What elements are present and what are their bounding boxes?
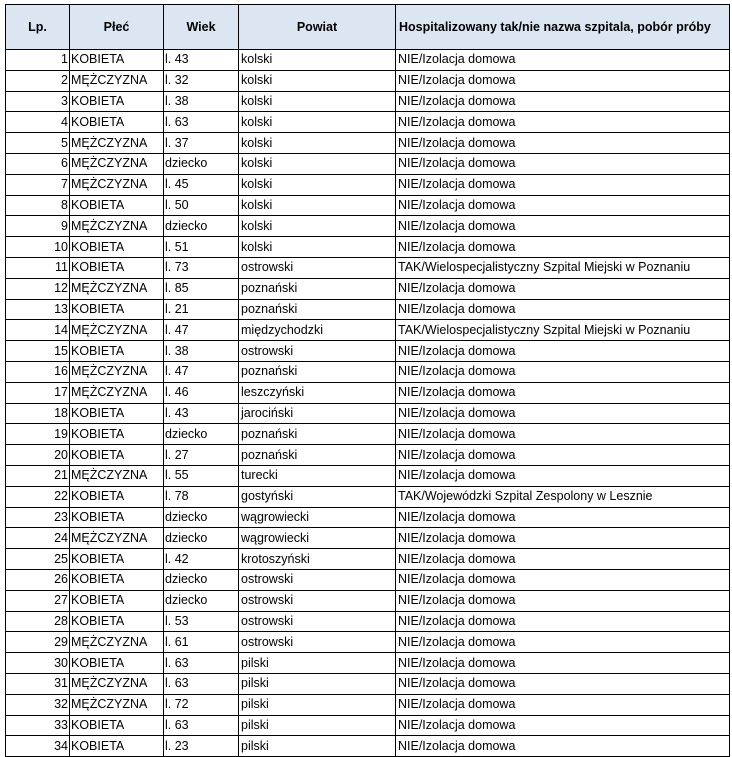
table-row [6,465,730,486]
table-row [6,569,730,590]
cell-wiek[interactable]: dziecko [164,424,239,445]
cell-wiek[interactable]: l. 63 [164,673,239,694]
table-row [6,424,730,445]
cell-powiat[interactable]: poznański [239,445,396,466]
cell-hospitalizacja[interactable]: NIE/Izolacja domowa [396,91,730,112]
cell-wiek[interactable]: dziecko [164,507,239,528]
cell-wiek[interactable]: l. 78 [164,486,239,507]
table-row [6,715,730,736]
cases-table [5,4,730,757]
header-powiat[interactable]: Powiat [239,5,396,50]
table-row [6,507,730,528]
cell-hospitalizacja[interactable]: TAK/Wielospecjalistyczny Szpital Miejski w Poznaniu [396,320,730,341]
header-lp[interactable]: Lp. [6,5,70,50]
cell-plec[interactable]: KOBIETA [70,112,164,133]
cell-plec[interactable]: MĘŻCZYZNA [70,361,164,382]
cell-wiek[interactable]: l. 50 [164,195,239,216]
table-row [6,694,730,715]
cell-lp[interactable]: 29 [6,632,70,653]
table-row [6,486,730,507]
cell-plec[interactable]: KOBIETA [70,257,164,278]
cell-powiat[interactable]: ostrowski [239,611,396,632]
cell-hospitalizacja[interactable]: NIE/Izolacja domowa [396,528,730,549]
cell-wiek[interactable]: l. 72 [164,694,239,715]
cell-wiek[interactable]: l. 23 [164,736,239,757]
cell-wiek[interactable]: dziecko [164,216,239,237]
cell-wiek[interactable]: l. 47 [164,361,239,382]
cell-plec[interactable]: KOBIETA [70,715,164,736]
table-row [6,299,730,320]
cell-lp[interactable]: 27 [6,590,70,611]
cell-wiek[interactable]: l. 43 [164,403,239,424]
cell-lp[interactable]: 12 [6,278,70,299]
cell-wiek[interactable]: l. 63 [164,112,239,133]
cell-wiek[interactable]: l. 32 [164,70,239,91]
table-row [6,320,730,341]
cell-hospitalizacja[interactable]: NIE/Izolacja domowa [396,70,730,91]
cell-lp[interactable]: 10 [6,237,70,258]
cell-powiat[interactable]: kolski [239,153,396,174]
cell-hospitalizacja[interactable]: NIE/Izolacja domowa [396,133,730,154]
cell-powiat[interactable]: wągrowiecki [239,528,396,549]
table-row [6,611,730,632]
cell-plec[interactable]: KOBIETA [70,237,164,258]
cell-plec[interactable]: KOBIETA [70,341,164,362]
cell-powiat[interactable]: międzychodzki [239,320,396,341]
cell-powiat[interactable]: poznański [239,278,396,299]
cell-powiat[interactable]: kolski [239,216,396,237]
cell-powiat[interactable]: kolski [239,50,396,71]
cell-powiat[interactable]: leszczyński [239,382,396,403]
cell-wiek[interactable]: l. 61 [164,632,239,653]
cell-powiat[interactable]: ostrowski [239,632,396,653]
cell-lp[interactable]: 4 [6,112,70,133]
table-row [6,278,730,299]
cell-powiat[interactable]: kolski [239,133,396,154]
cell-wiek[interactable]: dziecko [164,528,239,549]
cell-plec[interactable]: MĘŻCZYZNA [70,632,164,653]
cell-plec[interactable]: KOBIETA [70,569,164,590]
cell-lp[interactable]: 30 [6,653,70,674]
cell-plec[interactable]: MĘŻCZYZNA [70,465,164,486]
spreadsheet [5,4,729,757]
table-row [6,361,730,382]
cell-plec[interactable]: KOBIETA [70,445,164,466]
cell-hospitalizacja[interactable]: NIE/Izolacja domowa [396,445,730,466]
cell-wiek[interactable]: l. 42 [164,549,239,570]
cell-plec[interactable]: KOBIETA [70,195,164,216]
cell-plec[interactable]: MĘŻCZYZNA [70,133,164,154]
table-row [6,50,730,71]
table-row [6,673,730,694]
cell-powiat[interactable]: gostyński [239,486,396,507]
cell-lp[interactable]: 31 [6,673,70,694]
cell-powiat[interactable]: ostrowski [239,590,396,611]
table-row [6,133,730,154]
cell-powiat[interactable]: kolski [239,174,396,195]
cell-lp[interactable]: 2 [6,70,70,91]
cell-powiat[interactable]: kolski [239,112,396,133]
cell-plec[interactable]: KOBIETA [70,736,164,757]
table-row [6,653,730,674]
cell-lp[interactable]: 34 [6,736,70,757]
cell-wiek[interactable]: l. 45 [164,174,239,195]
cell-plec[interactable]: KOBIETA [70,486,164,507]
cell-lp[interactable]: 9 [6,216,70,237]
cell-hospitalizacja[interactable]: NIE/Izolacja domowa [396,382,730,403]
cell-wiek[interactable]: l. 53 [164,611,239,632]
cell-wiek[interactable]: l. 47 [164,320,239,341]
cell-plec[interactable]: MĘŻCZYZNA [70,174,164,195]
cell-lp[interactable]: 5 [6,133,70,154]
cell-hospitalizacja[interactable]: NIE/Izolacja domowa [396,507,730,528]
cell-lp[interactable]: 15 [6,341,70,362]
cell-wiek[interactable]: dziecko [164,569,239,590]
cell-plec[interactable]: KOBIETA [70,611,164,632]
cell-lp[interactable]: 8 [6,195,70,216]
cell-lp[interactable]: 3 [6,91,70,112]
table-row [6,174,730,195]
cell-wiek[interactable]: l. 63 [164,653,239,674]
cell-lp[interactable]: 19 [6,424,70,445]
cell-hospitalizacja[interactable]: NIE/Izolacja domowa [396,153,730,174]
table-row [6,403,730,424]
cell-lp[interactable]: 21 [6,465,70,486]
cell-hospitalizacja[interactable]: NIE/Izolacja domowa [396,237,730,258]
cell-plec[interactable]: KOBIETA [70,549,164,570]
cell-hospitalizacja[interactable]: NIE/Izolacja domowa [396,715,730,736]
cell-hospitalizacja[interactable]: NIE/Izolacja domowa [396,549,730,570]
cell-wiek[interactable]: l. 85 [164,278,239,299]
cell-plec[interactable]: MĘŻCZYZNA [70,528,164,549]
table-body [6,50,730,757]
table-row [6,528,730,549]
cell-hospitalizacja[interactable]: TAK/Wielospecjalistyczny Szpital Miejski w Poznaniu [396,257,730,278]
table-row [6,216,730,237]
cell-powiat[interactable]: wągrowiecki [239,507,396,528]
cell-wiek[interactable]: l. 63 [164,715,239,736]
header-hospitalizacja[interactable]: Hospitalizowany tak/nie nazwa szpitala, pobór próby [396,5,730,50]
cell-wiek[interactable]: l. 38 [164,91,239,112]
cell-lp[interactable]: 1 [6,50,70,71]
cell-powiat[interactable]: ostrowski [239,569,396,590]
cell-powiat[interactable]: ostrowski [239,341,396,362]
cell-lp[interactable]: 26 [6,569,70,590]
cell-lp[interactable]: 24 [6,528,70,549]
cell-hospitalizacja[interactable]: NIE/Izolacja domowa [396,673,730,694]
cell-hospitalizacja[interactable]: NIE/Izolacja domowa [396,50,730,71]
cell-powiat[interactable]: kolski [239,237,396,258]
cell-plec[interactable]: MĘŻCZYZNA [70,70,164,91]
cell-hospitalizacja[interactable]: NIE/Izolacja domowa [396,195,730,216]
header-plec[interactable]: Płeć [70,5,164,50]
cell-lp[interactable]: 32 [6,694,70,715]
cell-wiek[interactable]: l. 21 [164,299,239,320]
cell-powiat[interactable]: kolski [239,91,396,112]
table-row [6,112,730,133]
cell-powiat[interactable]: kolski [239,195,396,216]
cell-powiat[interactable]: turecki [239,465,396,486]
cell-hospitalizacja[interactable]: NIE/Izolacja domowa [396,653,730,674]
cell-lp[interactable]: 33 [6,715,70,736]
cell-hospitalizacja[interactable]: NIE/Izolacja domowa [396,465,730,486]
header-wiek[interactable]: Wiek [164,5,239,50]
cell-lp[interactable]: 18 [6,403,70,424]
cell-hospitalizacja[interactable]: NIE/Izolacja domowa [396,569,730,590]
cell-wiek[interactable]: l. 43 [164,50,239,71]
cell-plec[interactable]: MĘŻCZYZNA [70,216,164,237]
cell-hospitalizacja[interactable]: NIE/Izolacja domowa [396,611,730,632]
cell-plec[interactable]: KOBIETA [70,590,164,611]
cell-lp[interactable]: 28 [6,611,70,632]
cell-hospitalizacja[interactable]: NIE/Izolacja domowa [396,590,730,611]
cell-plec[interactable]: MĘŻCZYZNA [70,673,164,694]
cell-powiat[interactable]: kolski [239,70,396,91]
cell-wiek[interactable]: l. 38 [164,341,239,362]
cell-wiek[interactable]: l. 55 [164,465,239,486]
cell-lp[interactable]: 6 [6,153,70,174]
cell-powiat[interactable]: pilski [239,736,396,757]
cell-powiat[interactable]: pilski [239,653,396,674]
table-row [6,341,730,362]
table-row [6,549,730,570]
cell-lp[interactable]: 11 [6,257,70,278]
cell-lp[interactable]: 20 [6,445,70,466]
cell-hospitalizacja[interactable]: NIE/Izolacja domowa [396,341,730,362]
cell-hospitalizacja[interactable]: NIE/Izolacja domowa [396,632,730,653]
cell-plec[interactable]: KOBIETA [70,507,164,528]
cell-plec[interactable]: MĘŻCZYZNA [70,320,164,341]
table-row [6,257,730,278]
cell-powiat[interactable]: pilski [239,694,396,715]
table-row [6,590,730,611]
cell-hospitalizacja[interactable]: NIE/Izolacja domowa [396,424,730,445]
cell-hospitalizacja[interactable]: NIE/Izolacja domowa [396,361,730,382]
table-row [6,195,730,216]
cell-plec[interactable]: KOBIETA [70,424,164,445]
cell-powiat[interactable]: poznański [239,361,396,382]
cell-wiek[interactable]: l. 51 [164,237,239,258]
cell-powiat[interactable]: pilski [239,673,396,694]
cell-wiek[interactable]: l. 27 [164,445,239,466]
cell-plec[interactable]: KOBIETA [70,91,164,112]
cell-plec[interactable]: KOBIETA [70,653,164,674]
cell-hospitalizacja[interactable]: NIE/Izolacja domowa [396,736,730,757]
cell-powiat[interactable]: jarociński [239,403,396,424]
cell-hospitalizacja[interactable]: NIE/Izolacja domowa [396,216,730,237]
cell-hospitalizacja[interactable]: NIE/Izolacja domowa [396,174,730,195]
cell-hospitalizacja[interactable]: NIE/Izolacja domowa [396,278,730,299]
cell-lp[interactable]: 7 [6,174,70,195]
cell-powiat[interactable]: pilski [239,715,396,736]
cell-hospitalizacja[interactable]: NIE/Izolacja domowa [396,299,730,320]
cell-lp[interactable]: 25 [6,549,70,570]
cell-hospitalizacja[interactable]: NIE/Izolacja domowa [396,694,730,715]
cell-wiek[interactable]: l. 46 [164,382,239,403]
cell-hospitalizacja[interactable]: TAK/Wojewódzki Szpital Zespolony w Lesznie [396,486,730,507]
cell-wiek[interactable]: l. 73 [164,257,239,278]
table-row [6,237,730,258]
cell-lp[interactable]: 22 [6,486,70,507]
cell-powiat[interactable]: krotoszyński [239,549,396,570]
table-row [6,445,730,466]
cell-plec[interactable]: KOBIETA [70,299,164,320]
table-row [6,632,730,653]
cell-plec[interactable]: MĘŻCZYZNA [70,382,164,403]
cell-lp[interactable]: 16 [6,361,70,382]
cell-wiek[interactable]: dziecko [164,153,239,174]
table-row [6,70,730,91]
cell-hospitalizacja[interactable]: NIE/Izolacja domowa [396,112,730,133]
cell-hospitalizacja[interactable]: NIE/Izolacja domowa [396,403,730,424]
header-row [6,5,730,50]
cell-wiek[interactable]: dziecko [164,590,239,611]
cell-lp[interactable]: 13 [6,299,70,320]
cell-powiat[interactable]: poznański [239,424,396,445]
table-row [6,382,730,403]
cell-plec[interactable]: MĘŻCZYZNA [70,694,164,715]
table-row [6,153,730,174]
cell-lp[interactable]: 23 [6,507,70,528]
cell-plec[interactable]: KOBIETA [70,403,164,424]
cell-lp[interactable]: 14 [6,320,70,341]
cell-plec[interactable]: MĘŻCZYZNA [70,153,164,174]
cell-powiat[interactable]: ostrowski [239,257,396,278]
cell-wiek[interactable]: l. 37 [164,133,239,154]
table-row [6,91,730,112]
cell-lp[interactable]: 17 [6,382,70,403]
cell-powiat[interactable]: poznański [239,299,396,320]
table-row [6,736,730,757]
cell-plec[interactable]: MĘŻCZYZNA [70,278,164,299]
cell-plec[interactable]: KOBIETA [70,50,164,71]
